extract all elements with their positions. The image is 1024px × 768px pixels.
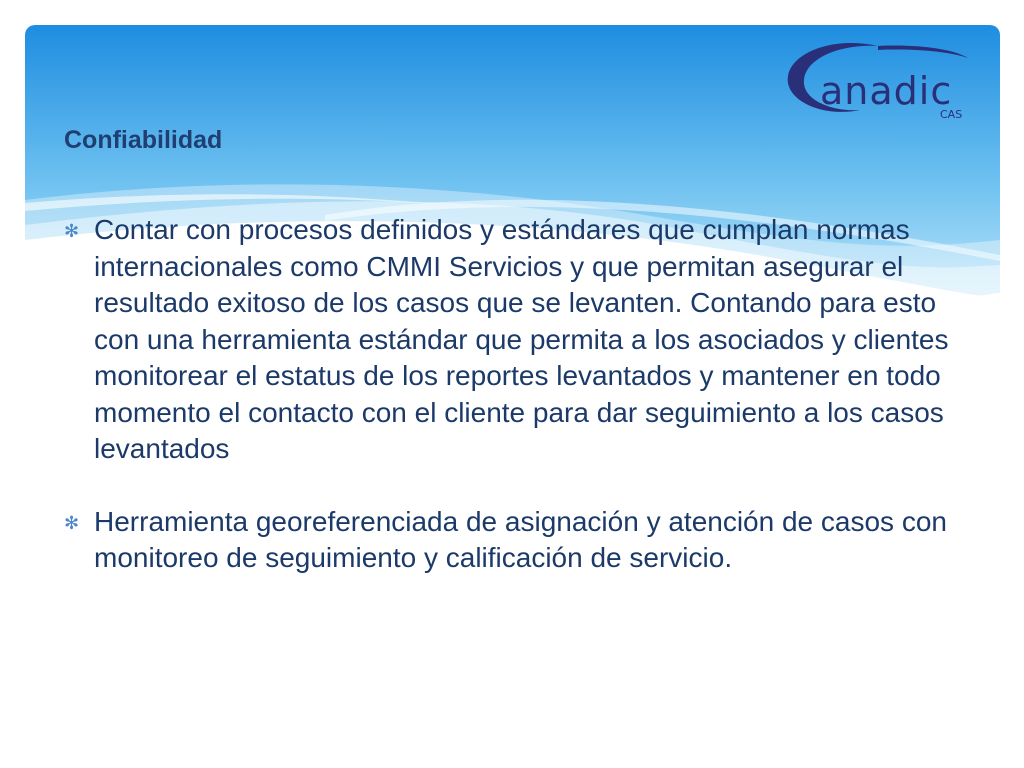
- bullet-text: Herramienta georeferenciada de asignación y atención de casos con monitoreo de seguimiento y calificación de servicio.: [94, 505, 947, 573]
- bullet-item-procesos: [64, 212, 964, 468]
- svg-text:CAS: CAS: [940, 108, 963, 121]
- anadic-logo-graphic: [782, 34, 972, 122]
- anadic-logo: [782, 34, 972, 122]
- slide-title: Confiabilidad: [64, 126, 223, 154]
- asterisk-bullet-icon: ✻: [64, 512, 80, 533]
- asterisk-bullet-icon: ✻: [64, 221, 80, 241]
- bullet-item-herramienta: [64, 504, 964, 577]
- bullet-list: [64, 212, 964, 577]
- bullet-text: Contar con procesos definidos y estándares que cumplan normas internacionales como CMMI Servicios y que permitan asegurar el resultado exitoso de los casos que se levanten. Contando para esto con una herramienta estándar que permita a los asociados y clientes monitorear el estatus de los reportes levantados y mantener en todo momento el contacto con el cliente para dar seguimiento a los casos levantados: [94, 214, 949, 464]
- svg-text:anadic: anadic: [820, 69, 953, 113]
